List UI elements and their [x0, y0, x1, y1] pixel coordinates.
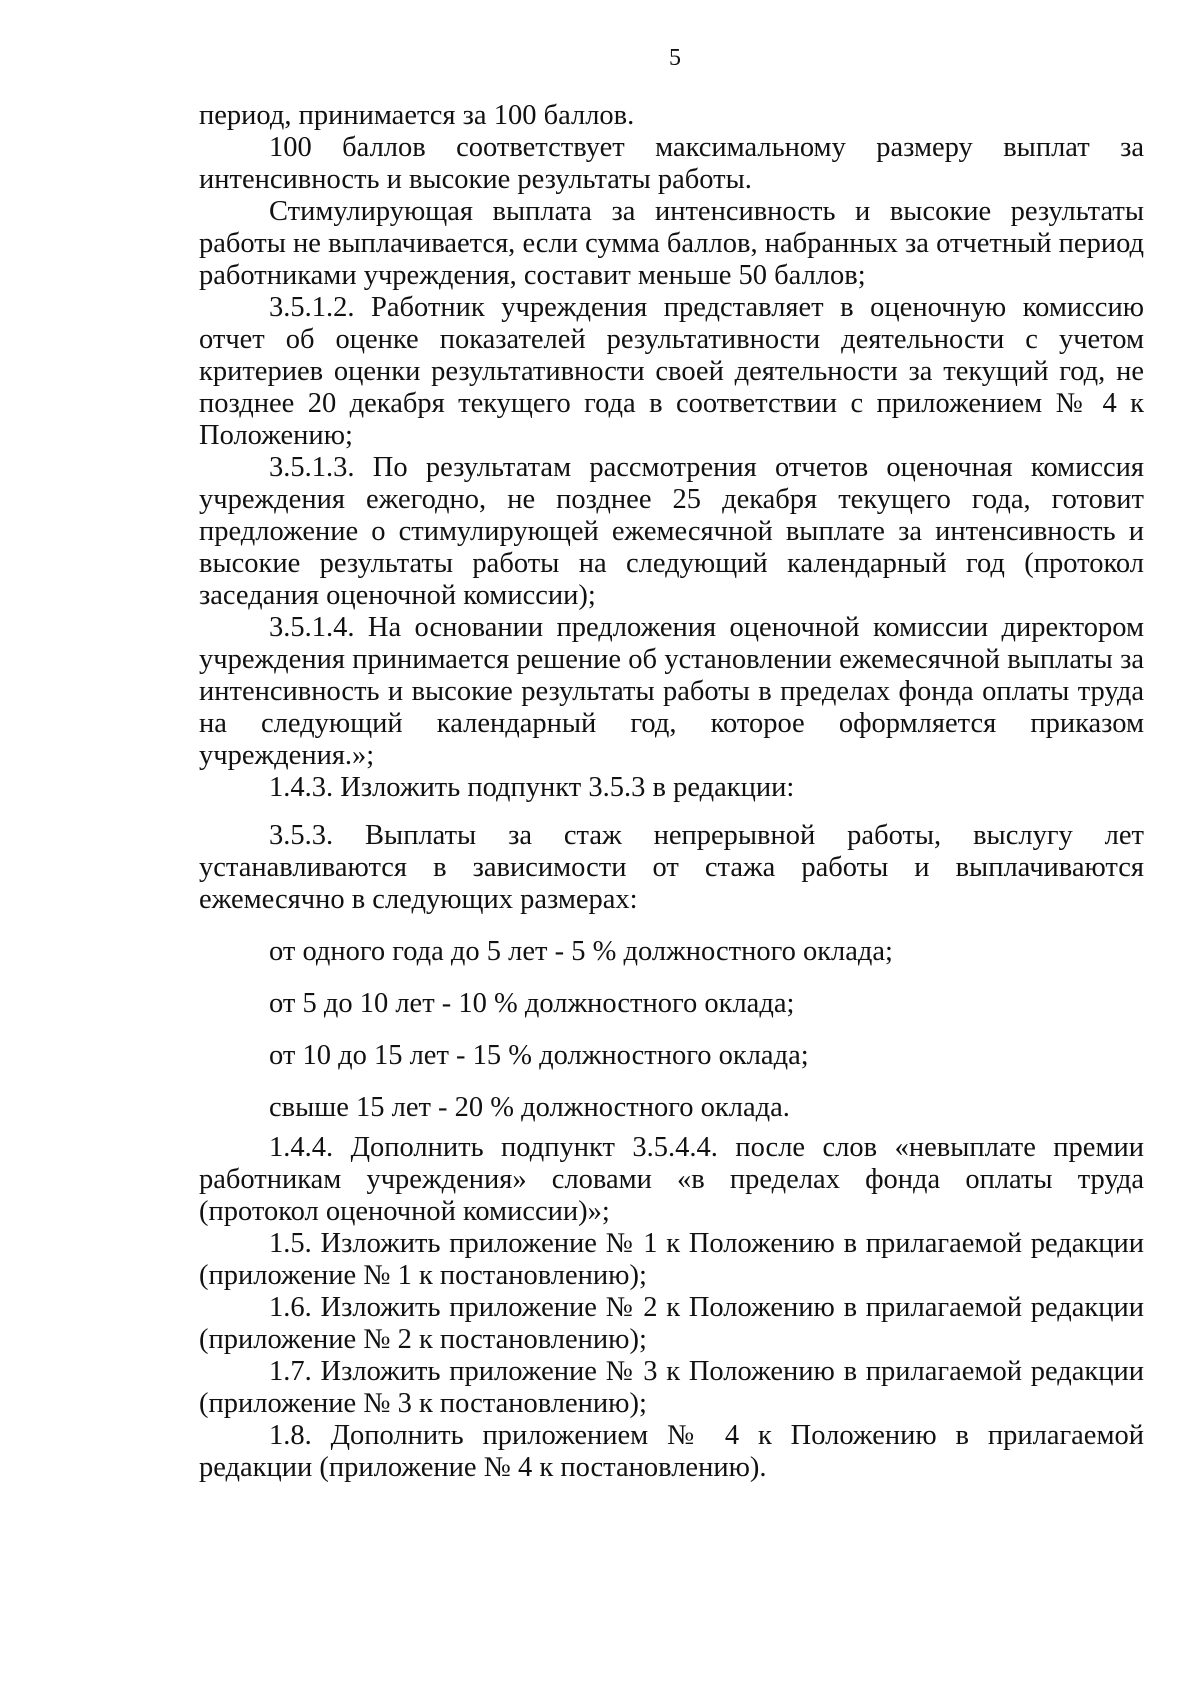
paragraph-3-5-1-2: 3.5.1.2. Работник учреждения представляет в оценочную комиссию отчет об оценке показателей результативности деятельности с учетом критериев оценки результативности своей деятельности за текущий год, не позднее 20 декабря текущего года в соответствии с приложением № 4 к Положению; [199, 292, 1144, 451]
paragraph-min-score: Стимулирующая выплата за интенсивность и высокие результаты работы не выплачивается, если сумма баллов, набранных за отчетный период работниками учреждения, составит меньше 50 баллов; [199, 196, 1144, 291]
paragraph-1-5: 1.5. Изложить приложение № 1 к Положению в прилагаемой редакции (приложение № 1 к постановлению); [199, 1228, 1144, 1291]
list-item-seniority-1: от одного года до 5 лет - 5 % должностного оклада; [269, 936, 893, 967]
paragraph-3-5-1-4: 3.5.1.4. На основании предложения оценочной комиссии директором учреждения принимается решение об установлении ежемесячной выплаты за интенсивность и высокие результаты работы в пределах фонда оплаты труда на следующий календарный год, которое оформляется приказом учреждения.»; [199, 612, 1144, 771]
paragraph-1-4-3: 1.4.3. Изложить подпункт 3.5.3 в редакции: [269, 772, 795, 803]
paragraph-max-score: 100 баллов соответствует максимальному размеру выплат за интенсивность и высокие результаты работы. [199, 132, 1144, 195]
paragraph-1-7: 1.7. Изложить приложение № 3 к Положению в прилагаемой редакции (приложение № 3 к постановлению); [199, 1356, 1144, 1419]
paragraph-3-5-3: 3.5.3. Выплаты за стаж непрерывной работы, выслугу лет устанавливаются в зависимости от стажа работы и выплачиваются ежемесячно в следующих размерах: [199, 820, 1144, 915]
document-body [199, 100, 1144, 1484]
list-item-seniority-2: от 5 до 10 лет - 10 % должностного оклада; [269, 988, 795, 1019]
page-number: 5 [669, 45, 681, 71]
list-item-seniority-4: свыше 15 лет - 20 % должностного оклада. [269, 1092, 790, 1123]
paragraph-1-6: 1.6. Изложить приложение № 2 к Положению в прилагаемой редакции (приложение № 2 к постановлению); [199, 1292, 1144, 1355]
paragraph-3-5-1-3: 3.5.1.3. По результатам рассмотрения отчетов оценочная комиссия учреждения ежегодно, не позднее 25 декабря текущего года, готовит предложение о стимулирующей ежемесячной выплате за интенсивность и высокие результаты работы на следующий календарный год (протокол заседания оценочной комиссии); [199, 452, 1144, 611]
paragraph-1-8: 1.8. Дополнить приложением № 4 к Положению в прилагаемой редакции (приложение № 4 к постановлению). [199, 1420, 1144, 1483]
list-item-seniority-3: от 10 до 15 лет - 15 % должностного оклада; [269, 1040, 809, 1071]
paragraph-score-period: период, принимается за 100 баллов. [199, 100, 635, 131]
paragraph-1-4-4: 1.4.4. Дополнить подпункт 3.5.4.4. после слов «невыплате премии работникам учреждения» словами «в пределах фонда оплаты труда (протокол оценочной комиссии)»; [199, 1132, 1144, 1227]
